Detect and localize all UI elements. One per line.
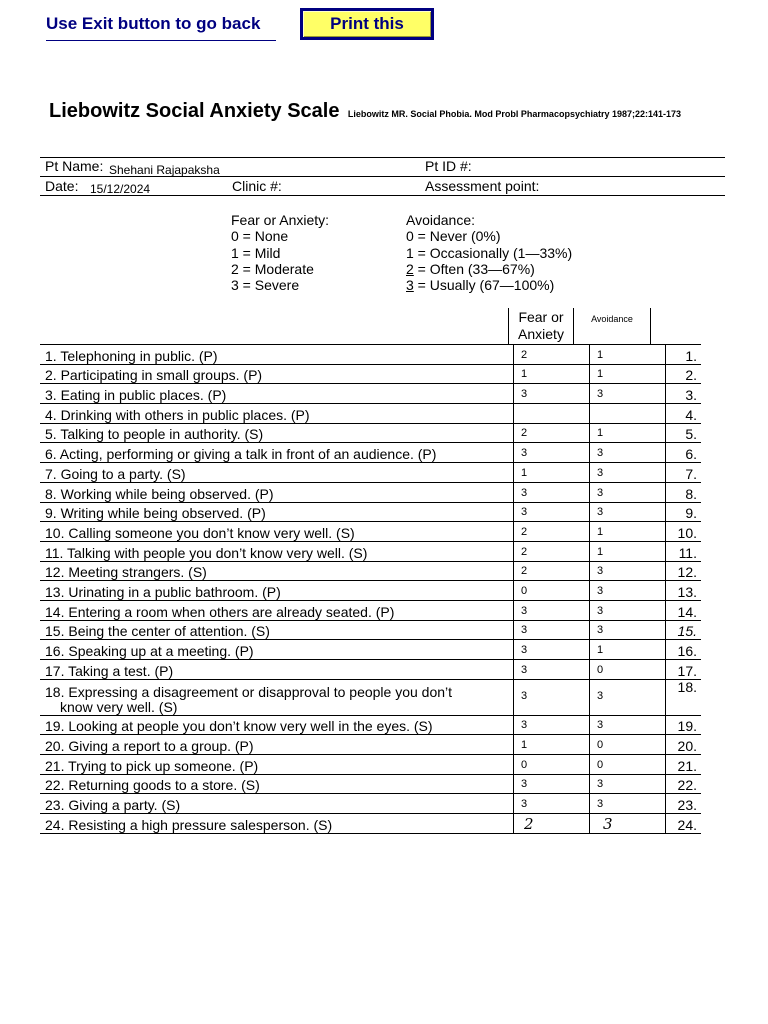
table-row (40, 443, 701, 463)
item-text-line2: know very well. (S) (60, 698, 178, 715)
table-row (40, 561, 701, 581)
avoidance-level-3 (406, 277, 572, 293)
patient-info-top-rule (40, 157, 725, 158)
fear-score[interactable]: 0 (514, 755, 590, 775)
avoidance-score-handwritten[interactable]: 3 (590, 814, 666, 834)
fear-score[interactable]: 1 (514, 463, 590, 483)
fear-score[interactable]: 3 (514, 384, 590, 404)
fear-level-3: 3 = Severe (231, 277, 300, 294)
item-text: 23. Giving a party. (S) (40, 794, 510, 814)
avoidance-score[interactable]: 0 (590, 755, 666, 775)
avoidance-score[interactable]: 0 (590, 735, 666, 755)
table-row (40, 620, 701, 640)
fear-score[interactable]: 0 (514, 581, 590, 601)
exit-instruction-link[interactable]: Use Exit button to go back (46, 14, 276, 41)
avoidance-legend (406, 212, 572, 293)
avoidance-score[interactable]: 1 (590, 423, 666, 443)
item-text: 9. Writing while being observed. (P) (40, 502, 510, 522)
avoidance-level-0: 0 = Never (0%) (406, 228, 501, 245)
item-text: 20. Giving a report to a group. (P) (40, 735, 510, 755)
item-number: 24. (666, 814, 702, 834)
item-text: 11. Talking with people you don’t know very well. (S) (40, 541, 510, 561)
avoidance-column-header: Avoidance (591, 314, 633, 324)
table-row (40, 502, 701, 522)
fear-score[interactable]: 3 (514, 774, 590, 794)
item-text: 22. Returning goods to a store. (S) (40, 774, 510, 794)
fear-column-header (509, 309, 573, 343)
item-number: 22. (666, 774, 702, 794)
item-number: 7. (666, 463, 702, 483)
avoidance-score[interactable]: 3 (590, 443, 666, 463)
number-column-header-divider (650, 308, 651, 345)
fear-level-1: 1 = Mild (231, 244, 281, 261)
item-text: 16. Speaking up at a meeting. (P) (40, 640, 510, 660)
table-row (40, 463, 701, 483)
print-button[interactable]: Print this (300, 8, 434, 40)
item-text: 15. Being the center of attention. (S) (40, 620, 510, 640)
avoidance-score[interactable]: 3 (590, 561, 666, 581)
avoidance-score[interactable]: 3 (590, 794, 666, 814)
item-text: 17. Taking a test. (P) (40, 660, 510, 680)
item-text: 6. Acting, performing or giving a talk in front of an audience. (P) (40, 443, 510, 463)
table-row (40, 774, 701, 794)
fear-score[interactable]: 3 (514, 502, 590, 522)
avoidance-score[interactable]: 1 (590, 640, 666, 660)
item-number: 15. (666, 620, 702, 640)
item-text-line1: 18. Expressing a disagreement or disapproval to people you don’t (45, 683, 453, 700)
patient-info-bottom-rule (40, 195, 725, 196)
item-number: 14. (666, 600, 702, 620)
item-text: 21. Trying to pick up someone. (P) (40, 755, 510, 775)
avoidance-score[interactable]: 3 (590, 581, 666, 601)
avoidance-score[interactable]: 0 (590, 660, 666, 680)
fear-score[interactable]: 2 (514, 541, 590, 561)
avoidance-score[interactable]: 3 (590, 482, 666, 502)
item-text: 5. Talking to people in authority. (S) (40, 423, 510, 443)
fear-score[interactable]: 3 (514, 640, 590, 660)
citation: Liebowitz MR. Social Phobia. Mod Probl Pharmacopsychiatry 1987;22:141-173 (347, 109, 682, 119)
item-text: 13. Urinating in a public bathroom. (P) (40, 581, 510, 601)
avoidance-score[interactable]: 1 (590, 364, 666, 384)
item-number: 18. (666, 679, 702, 715)
fear-score[interactable]: 3 (514, 715, 590, 735)
item-number: 21. (666, 755, 702, 775)
fear-score[interactable]: 3 (514, 794, 590, 814)
page-title: Liebowitz Social Anxiety Scale (49, 100, 340, 122)
fear-score[interactable]: 1 (514, 364, 590, 384)
item-text: 7. Going to a party. (S) (40, 463, 510, 483)
item-text (40, 679, 510, 715)
date-value: 15/12/2024 (90, 182, 151, 196)
item-number: 17. (666, 660, 702, 680)
item-text: 3. Eating in public places. (P) (40, 384, 510, 404)
items-table (40, 344, 701, 834)
item-number: 16. (666, 640, 702, 660)
table-row (40, 600, 701, 620)
fear-level-0: 0 = None (231, 228, 289, 245)
page-title-row (49, 100, 681, 123)
item-text: 10. Calling someone you don’t know very well. (S) (40, 522, 510, 542)
item-number: 6. (666, 443, 702, 463)
fear-score[interactable]: 3 (514, 679, 590, 715)
fear-score[interactable]: 2 (514, 423, 590, 443)
fear-score[interactable]: 3 (514, 443, 590, 463)
table-row (40, 522, 701, 542)
fear-score[interactable]: 3 (514, 600, 590, 620)
avoidance-score[interactable]: 3 (590, 715, 666, 735)
fear-score[interactable]: 3 (514, 482, 590, 502)
item-number: 1. (666, 345, 702, 365)
item-number: 23. (666, 794, 702, 814)
fear-column-header-line2: Anxiety (518, 326, 564, 342)
table-row (40, 755, 701, 775)
item-text: 1. Telephoning in public. (P) (40, 345, 510, 365)
patient-name-value: Shehani Rajapaksha (109, 163, 220, 177)
avoidance-level-2-number: 2 (406, 260, 414, 277)
item-text: 4. Drinking with others in public places. (P) (40, 404, 510, 424)
item-number: 2. (666, 364, 702, 384)
item-text: 14. Entering a room when others are already seated. (P) (40, 600, 510, 620)
item-text: 2. Participating in small groups. (P) (40, 364, 510, 384)
table-row (40, 660, 701, 680)
avoidance-legend-title: Avoidance: (406, 212, 476, 228)
fear-legend-title: Fear or Anxiety: (231, 212, 330, 228)
patient-id-label: Pt ID #: (425, 158, 472, 174)
item-number: 4. (666, 404, 702, 424)
fear-score[interactable]: 3 (514, 620, 590, 640)
assessment-point-label: Assessment point: (425, 178, 540, 194)
avoidance-level-2-text: = Often (33—67%) (413, 260, 535, 277)
item-number: 3. (666, 384, 702, 404)
fear-score[interactable]: 2 (514, 345, 590, 365)
patient-name-label: Pt Name: (45, 158, 104, 174)
item-text: 19. Looking at people you don’t know very well in the eyes. (S) (40, 715, 510, 735)
item-number: 13. (666, 581, 702, 601)
table-row (40, 404, 701, 424)
avoidance-level-3-number: 3 (406, 277, 414, 294)
fear-score[interactable]: 1 (514, 735, 590, 755)
item-text: 24. Resisting a high pressure salesperson. (S) (40, 814, 510, 834)
avoidance-score[interactable]: 3 (590, 620, 666, 640)
avoidance-level-2 (406, 261, 572, 277)
fear-score-handwritten[interactable]: 2 (514, 814, 590, 834)
item-number: 8. (666, 482, 702, 502)
avoidance-score[interactable]: 1 (590, 522, 666, 542)
fear-level-2: 2 = Moderate (231, 260, 314, 277)
table-row (40, 794, 701, 814)
item-text: 12. Meeting strangers. (S) (40, 561, 510, 581)
avoidance-score[interactable]: 3 (590, 463, 666, 483)
item-number: 12. (666, 561, 702, 581)
fear-legend (231, 212, 329, 293)
avoidance-score[interactable] (590, 404, 666, 424)
fear-score[interactable]: 3 (514, 660, 590, 680)
item-number: 20. (666, 735, 702, 755)
table-row (40, 581, 701, 601)
table-row (40, 735, 701, 755)
item-text: 8. Working while being observed. (P) (40, 482, 510, 502)
avoidance-score[interactable]: 3 (590, 502, 666, 522)
date-label: Date: (45, 178, 79, 194)
fear-column-header-line1: Fear or (518, 309, 564, 325)
clinic-label: Clinic #: (232, 178, 282, 194)
table-row (40, 364, 701, 384)
avoidance-score[interactable]: 1 (590, 345, 666, 365)
table-row (40, 541, 701, 561)
table-row (40, 384, 701, 404)
avoidance-score[interactable]: 3 (590, 384, 666, 404)
avoidance-score[interactable]: 1 (590, 541, 666, 561)
item-number: 10. (666, 522, 702, 542)
avoidance-level-1: 1 = Occasionally (1—33%) (406, 244, 573, 261)
item-number: 19. (666, 715, 702, 735)
item-number: 5. (666, 423, 702, 443)
table-row (40, 482, 701, 502)
avoidance-score[interactable]: 3 (590, 774, 666, 794)
item-number: 9. (666, 502, 702, 522)
avoidance-score[interactable]: 3 (590, 679, 666, 715)
fear-score[interactable] (514, 404, 590, 424)
table-row (40, 640, 701, 660)
patient-info-middle-rule (40, 176, 725, 177)
fear-score[interactable]: 2 (514, 561, 590, 581)
table-row (40, 345, 701, 365)
avoidance-level-3-text: = Usually (67—100%) (413, 277, 555, 294)
table-row (40, 423, 701, 443)
fear-score[interactable]: 2 (514, 522, 590, 542)
item-number: 11. (666, 541, 702, 561)
table-row (40, 679, 701, 715)
table-row (40, 715, 701, 735)
table-row (40, 814, 701, 834)
avoidance-score[interactable]: 3 (590, 600, 666, 620)
